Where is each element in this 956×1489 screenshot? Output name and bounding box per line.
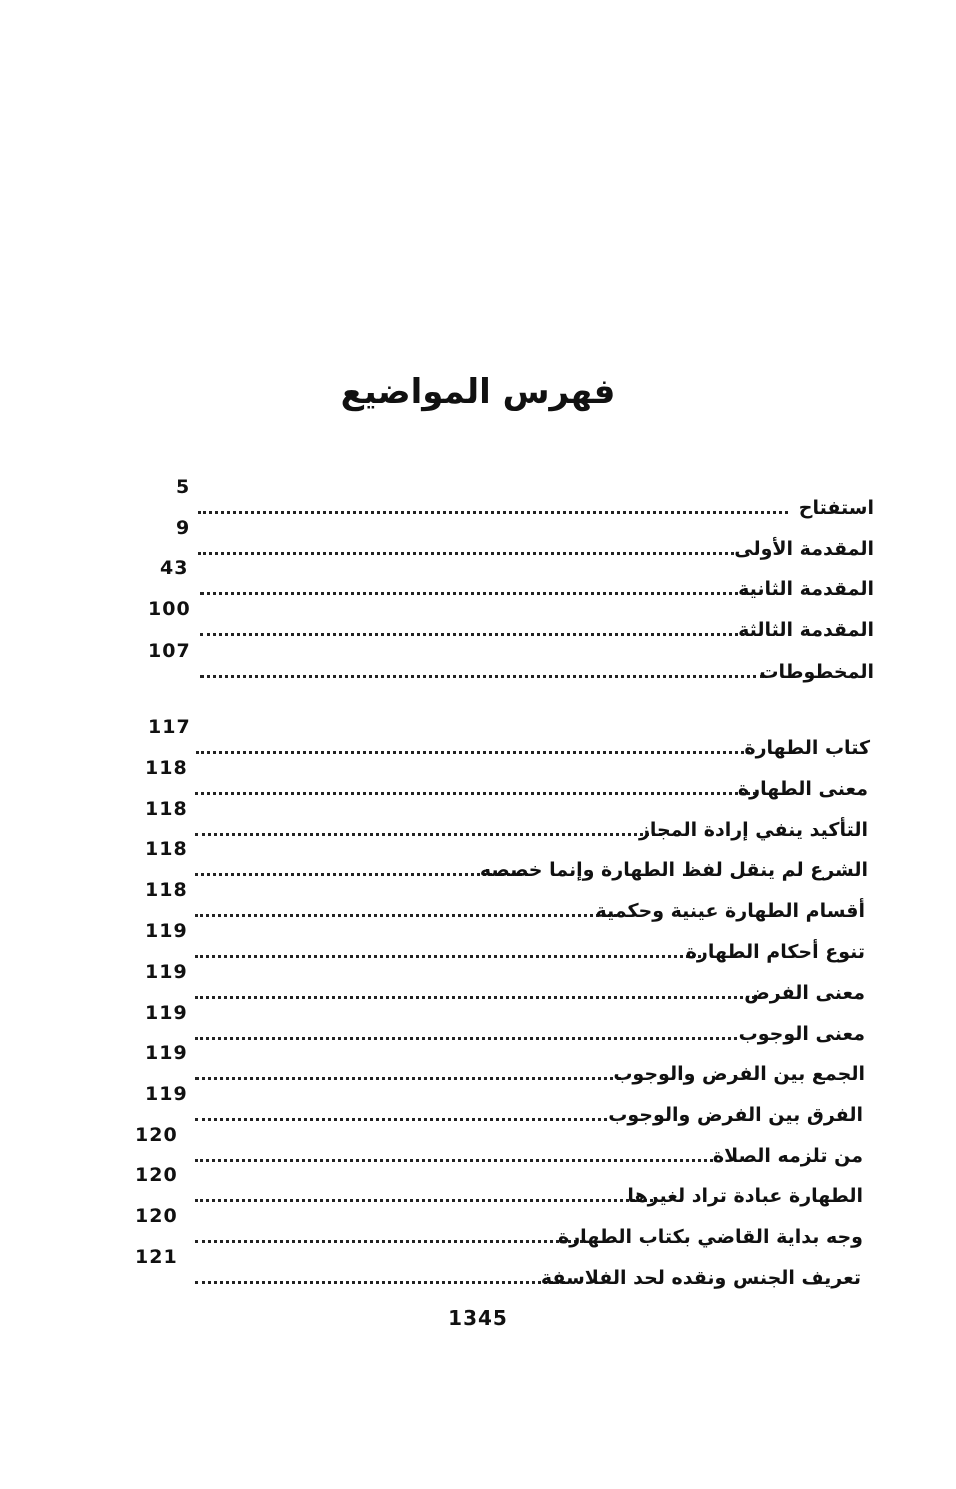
toc-entry [176, 517, 874, 561]
dot-leader [195, 1159, 713, 1162]
toc-entry-page: 119 [145, 1083, 188, 1105]
toc-entry-page: 121 [135, 1246, 178, 1268]
toc-entry-page: 118 [145, 798, 188, 820]
toc-entry-title: تنوع أحكام الطهارة [685, 941, 865, 963]
toc-entry [135, 1164, 863, 1208]
dot-leader [196, 751, 750, 754]
toc-entry-title: المقدمة الأولى [734, 538, 874, 560]
toc-entry [148, 716, 870, 760]
toc-entry [148, 598, 874, 642]
toc-entry-title: المخطوطات [759, 661, 874, 683]
toc-entry-title: استفتاح [798, 497, 874, 519]
toc-entry-page: 120 [135, 1205, 178, 1227]
toc-entry-title: المقدمة الثالثة [738, 619, 874, 641]
toc-entry [145, 798, 868, 842]
toc-entry-page: 120 [135, 1164, 178, 1186]
toc-entry-page: 119 [145, 961, 188, 983]
dot-leader [200, 675, 764, 678]
toc-entry-page: 107 [148, 640, 191, 662]
toc-entry-page: 5 [176, 476, 191, 498]
toc-entry [145, 1042, 865, 1086]
dot-leader [200, 592, 746, 595]
toc-entry-page: 43 [160, 557, 189, 579]
dot-leader [200, 633, 744, 636]
toc-entry-title: كتاب الطهارة [744, 737, 870, 759]
dot-leader [195, 1199, 653, 1202]
toc-entry-page: 100 [148, 598, 191, 620]
dot-leader [195, 1118, 607, 1121]
toc-entry-page: 118 [145, 879, 188, 901]
page-number: 1345 [448, 1306, 508, 1330]
toc-entry [135, 1124, 863, 1168]
toc-entry [145, 961, 865, 1005]
toc-entry-title: معنى الفرض [744, 982, 865, 1004]
dot-leader [195, 1240, 583, 1243]
toc-entry-title: الفرق بين الفرض والوجوب [608, 1104, 863, 1126]
dot-leader [195, 955, 701, 958]
toc-entry [145, 1083, 863, 1127]
toc-entry-page: 117 [148, 716, 191, 738]
toc-entry-page: 120 [135, 1124, 178, 1146]
toc-entry-page: 119 [145, 920, 188, 942]
toc-entry-title: الشرع لم ينقل لفظ الطهارة وإنما خصصه [479, 859, 868, 881]
toc-entry-title: المقدمة الثانية [738, 578, 874, 600]
toc-entry [145, 1002, 865, 1046]
dot-leader [195, 914, 617, 917]
toc-entry [145, 879, 865, 923]
dot-leader [195, 792, 756, 795]
dot-leader [195, 873, 528, 876]
toc-entry-page: 118 [145, 838, 188, 860]
dot-leader [195, 1281, 565, 1284]
toc-entry-page: 119 [145, 1002, 188, 1024]
toc-entry-title: أقسام الطهارة عينية وحكمية [595, 900, 865, 922]
toc-entry-title: تعريف الجنس ونقده لحد الفلاسفة [540, 1267, 861, 1289]
toc-entry [145, 838, 868, 882]
toc-entry-title: معنى الطهارة [737, 778, 868, 800]
toc-entry [160, 557, 874, 601]
toc-entry [135, 1246, 861, 1290]
dot-leader [195, 833, 662, 836]
toc-entry-title: من تلزمه الصلاة [712, 1145, 863, 1167]
toc-entry-title: الجمع بين الفرض والوجوب [613, 1063, 865, 1085]
dot-leader [195, 1037, 737, 1040]
toc-entry [145, 920, 865, 964]
toc-entry-title: وجه بداية القاضي بكتاب الطهارة [558, 1226, 863, 1248]
toc-entry-title: معنى الوجوب [738, 1023, 865, 1045]
toc-entry [148, 640, 874, 684]
toc-entry [135, 1205, 863, 1249]
toc-entry-title: التأكيد ينفي إرادة المجاز [638, 819, 868, 841]
toc-entry [176, 476, 874, 520]
dot-leader [198, 552, 734, 555]
toc-entry-page: 9 [176, 517, 191, 539]
toc-entry [145, 757, 868, 801]
toc-entry-page: 119 [145, 1042, 188, 1064]
dot-leader [198, 511, 788, 514]
toc-entry-title: الطهارة عبادة تراد لغيرها [627, 1185, 863, 1207]
toc-entry-page: 118 [145, 757, 188, 779]
page-title: فهرس المواضيع [340, 372, 616, 412]
dot-leader [195, 996, 755, 999]
dot-leader [195, 1077, 621, 1080]
